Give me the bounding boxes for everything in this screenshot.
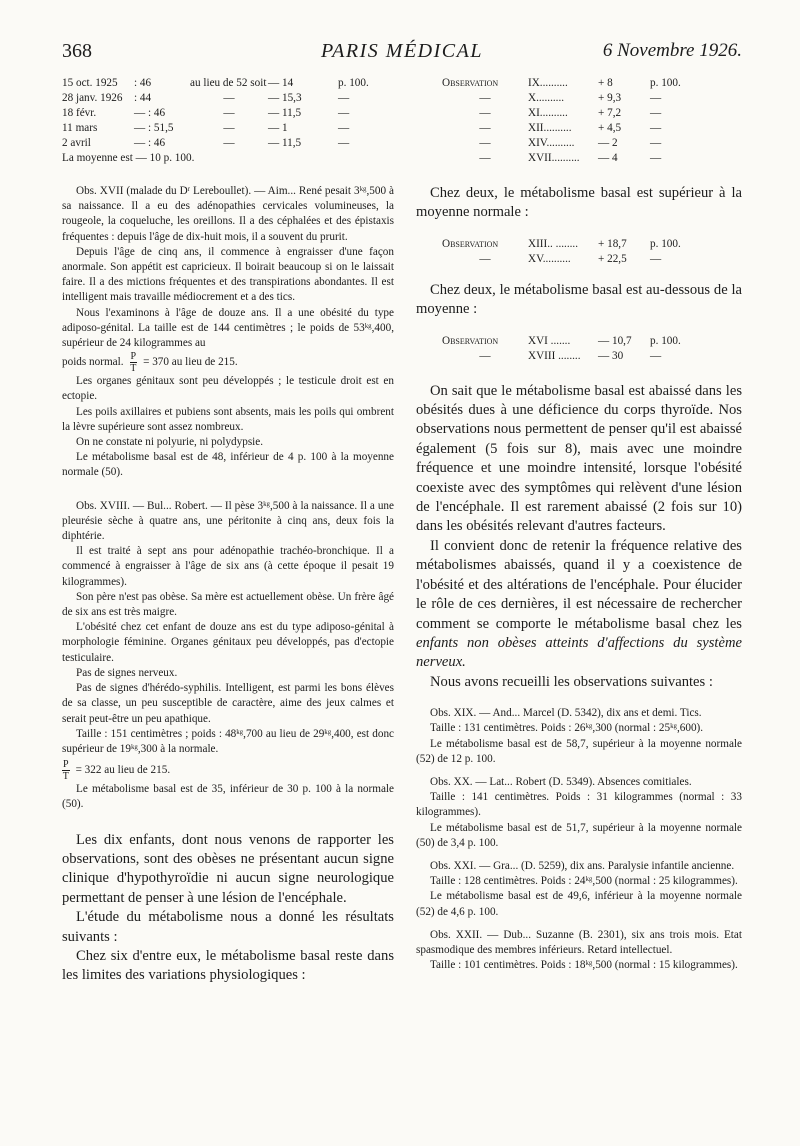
right-column bbox=[416, 76, 742, 973]
summary-text: Les dix enfants, dont nous venons de rapporter les observations, sont des obèses ne présentant aucun signe clinique d'hypothyroïdie ni aucun signe neurologique permettant de penser à une lésion de l'encéphale. L'étude du métabolisme nous a donné les résultats suivants : Chez six d'entre eux, le métabolisme basal reste dans les limites des variations physiologiques : bbox=[62, 831, 394, 984]
table-row: 15 oct. 1925 : 46 au lieu de 52 soit — 14 p. 100. bbox=[62, 77, 369, 89]
table-row: 18 févr. — : 46 — — 11,5 — bbox=[62, 107, 350, 119]
observation-table-below bbox=[416, 334, 742, 364]
table-row: — XV.......... + 22,5 — bbox=[479, 252, 662, 265]
observation-table-normal bbox=[416, 76, 742, 166]
metabolism-dates-table bbox=[62, 76, 394, 166]
pt-ratio: $\frac{P}{T}$ bbox=[130, 351, 137, 375]
observation-table-above bbox=[416, 237, 742, 267]
table-row: Observation XVI ....... — 10,7 p. 100. bbox=[442, 334, 681, 347]
observation-18: Obs. XVIII. — Bul... Robert. — Il pèse 3ᵏᵍ,500 à la naissance. Il a une pleurésie sèche à quatre ans, une péritonite à cinq ans, deux fois la diphtérie. Il est traité à sept ans pour adénopathie trachéo-bronchique. Il a commencé à engraisser à l'âge de six ans (à cette époque il pesait 19 kilogrammes). Son père n'est pas obèse. Sa mère est actuellement obèse. Un frère âgé de six ans est très maigre. L'obésité chez cet enfant de douze ans est du type adiposo-génital à morphologie féminine. Organes génitaux peu développés, pas d'ectopie testiculaire. Pas de signes nerveux. Pas de signes d'hérédo-syphilis. Intelligent, est parmi les bons élèves de sa classe, un peu susceptible de caractère, aime des jeux calmes et serait peut-être un peu apathique. Taille : 151 centimètres ; poids : 48ᵏᵍ,700 au lieu de 29ᵏᵍ,400, est donc supérieur de 19ᵏᵍ,300 à la normale. $\frac{P}{T}$ = 322 au lieu de 215. Le métabolisme basal est de 35, inférieur de 30 p. 100 à la normale (50). bbox=[62, 499, 394, 811]
table-row: Observation XIII.. ........ + 18,7 p. 100. bbox=[442, 237, 681, 250]
table-average: La moyenne est — 10 p. 100. bbox=[62, 152, 195, 164]
observation-17: Obs. XVII (malade du Dʳ Lereboullet). — Aim... René pesait 3ᵏᵍ,500 à sa naissance. Il a eu des adénopathies cervicales volumineuses, la rougeole, la coqueluche, les oreillons. Il a des céphalées et des épistaxis fréquentes : depuis l'âge de dix-huit mois, il a souvent du prurit. Depuis l'âge de cinq ans, il commence à engraisser d'une façon anormale. Son appétit est capricieux. Il boirait beaucoup si on le laissait faire. Il a des mictions fréquentes et des transpirations abondantes. Il est intelligent mais travaille médiocrement et a des tics. Nous l'examinons à l'âge de douze ans. Il a une obésité du type adiposo-génital. La taille est de 144 centimètres ; le poids de 53ᵏᵍ,400, supérieur de 24 kilogrammes au poids normal. $\frac{P}{T}$ = 370 au lieu de 215. Les organes génitaux sont peu développés ; le testicule droit est en ectopie. Les poils axillaires et pubiens sont absents, mais les poils qui ombrent la lèvre supérieure sont assez nombreux. On ne constate ni polyurie, ni polydypsie. Le métabolisme basal est de 48, inférieur de 4 p. 100 à la moyenne normale (50). bbox=[62, 185, 394, 479]
table-row: Observation IX.......... + 8 p. 100. bbox=[442, 77, 681, 89]
observation-21: Obs. XXI. — Gra... (D. 5259), dix ans. Paralysie infantile ancienne. Taille : 128 centimètres. Poids : 24ᵏᵍ,500 (normal : 25 kilogrammes). Le métabolisme basal est de 49,6, inférieur à la moyenne normale (52) de 4,6 p. 100. bbox=[416, 859, 742, 918]
journal-title: PARIS MÉDICAL bbox=[321, 40, 483, 62]
paragraph-inferieur: Chez deux, le métabolisme basal est au-dessous de la moyenne : bbox=[416, 281, 742, 318]
table-row: 11 mars — : 51,5 — — 1 — bbox=[62, 122, 350, 134]
left-column bbox=[62, 76, 394, 986]
discussion-text: On sait que le métabolisme basal est abaissé dans les obésités dues à une déficience du corps thyroïde. Nos observations nous permettent de penser qu'il est abaissé également (5 fois sur 8), mais avec une moindre fréquence et une moindre intensité, lorsque l'obésité coexiste avec des symptômes qui relèvent d'une lésion de l'encéphale. Il est rarement abaissé (2 fois sur 10) dans les obésités relevant d'autres facteurs. Il convient donc de retenir la fréquence relative des métabolismes abaissés, quand il y a coexistence de l'obésité et des altérations de l'encéphale. Pour élucider le rôle de ces dernières, il est nécessaire de rechercher comment se comporte le métabolisme basal chez les enfants non obèses atteints d'affections du système nerveux. Nous avons recueilli les observations suivantes : bbox=[416, 382, 742, 690]
table-row: — XI.......... + 7,2 — bbox=[479, 107, 662, 119]
observation-19: Obs. XIX. — And... Marcel (D. 5342), dix ans et demi. Tics. Taille : 131 centimètres. Poids : 26ᵏᵍ,300 (normal : 25ᵏᵍ,600). Le métabolisme basal est de 58,7, supérieur à la moyenne normale (52) de 12 p. 100. bbox=[416, 707, 742, 765]
table-row: 28 janv. 1926 : 44 — — 15,3 — bbox=[62, 92, 350, 104]
table-row: — X.......... + 9,3 — bbox=[479, 92, 662, 104]
pt-ratio: $\frac{P}{T}$ bbox=[62, 759, 69, 783]
table-row: — XVII.......... — 4 — bbox=[479, 152, 662, 164]
table-row: — XVIII ........ — 30 — bbox=[479, 349, 662, 362]
table-row: — XIV.......... — 2 — bbox=[479, 137, 662, 149]
table-row: 2 avril — : 46 — — 11,5 — bbox=[62, 137, 350, 149]
issue-date: 6 Novembre 1926. bbox=[602, 40, 742, 61]
observation-20: Obs. XX. — Lat... Robert (D. 5349). Absences comitiales. Taille : 141 centimètres. Poids : 31 kilogrammes (normal : 33 kilogrammes). Le métabolisme basal est de 51,7, supérieur à la moyenne normale (50) de 3,4 p. 100. bbox=[416, 775, 742, 849]
table-row: — XII.......... + 4,5 — bbox=[479, 122, 662, 134]
running-header bbox=[62, 40, 742, 70]
paragraph-superieur: Chez deux, le métabolisme basal est supérieur à la moyenne normale : bbox=[416, 185, 742, 221]
page-number: 368 bbox=[62, 40, 92, 62]
observation-22: Obs. XXII. — Dub... Suzanne (B. 2301), six ans trois mois. Etat spasmodique des membres inférieurs. Retard intellectuel. Taille : 101 centimètres. Poids : 18ᵏᵍ,500 (normal : 15 kilogrammes). bbox=[416, 928, 742, 972]
